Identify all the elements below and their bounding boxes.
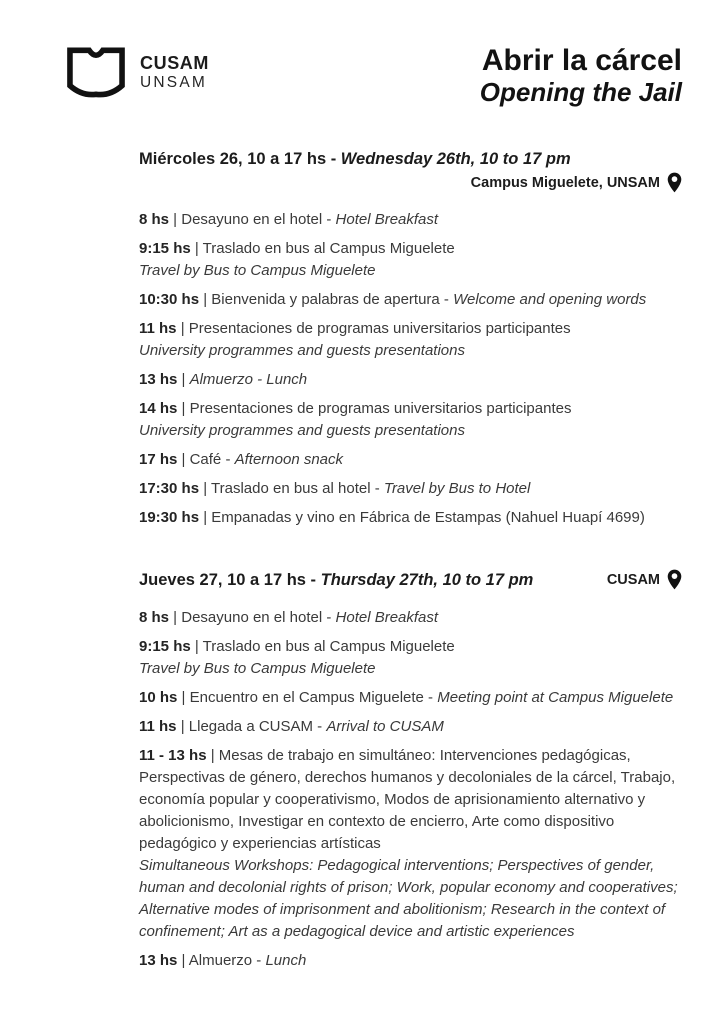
schedule-item: [139, 507, 682, 529]
item-text-english: Travel by Bus to Hotel: [383, 480, 531, 497]
schedule-item-line: [139, 318, 682, 340]
schedule-item-line: [139, 607, 682, 629]
item-time: 11 hs: [139, 320, 177, 337]
schedule-item-line: [139, 658, 682, 680]
item-time: 10 hs: [139, 689, 178, 706]
schedule-item-line: [139, 238, 682, 260]
item-text-spanish: | Bienvenida y palabras de apertura -: [199, 291, 454, 308]
item-text-spanish: | Presentaciones de programas universitarios participantes: [177, 400, 572, 417]
open-book-icon: [65, 44, 127, 100]
cusam-logo: [65, 44, 209, 100]
schedule-item: [139, 478, 682, 500]
item-text-spanish: | Traslado en bus al hotel -: [199, 480, 384, 497]
item-time: 11 - 13 hs: [139, 747, 207, 764]
item-time: 9:15 hs: [139, 638, 191, 655]
day-section-wednesday-26: [139, 149, 682, 529]
schedule-item-line: [139, 478, 682, 500]
item-text-english: Afternoon snack: [234, 451, 344, 468]
item-time: 11 hs: [139, 718, 177, 735]
day-heading: [139, 149, 682, 169]
location-text: Campus Miguelete, UNSAM: [470, 174, 660, 191]
logo-org-name: CUSAM: [140, 52, 209, 73]
item-time: 10:30 hs: [139, 291, 200, 308]
item-time: 9:15 hs: [139, 240, 191, 257]
schedule-item-line: [139, 950, 682, 972]
item-time: 13 hs: [139, 371, 178, 388]
map-pin-icon: [667, 569, 682, 590]
schedule-item: [139, 398, 682, 442]
location-label: [471, 172, 682, 193]
item-time: 13 hs: [139, 952, 178, 969]
schedule-item: [139, 238, 682, 282]
day-items: [139, 607, 682, 972]
item-text-spanish: | Traslado en bus al Campus Miguelete: [190, 638, 455, 655]
schedule-item-line: [139, 209, 682, 231]
schedule-item-line: [139, 449, 682, 471]
page-title: Abrir la cárcel: [481, 44, 682, 77]
schedule-item-line: [139, 340, 682, 362]
schedule-item-line: [139, 420, 682, 442]
item-time: 17 hs: [139, 451, 178, 468]
schedule-item: [139, 950, 682, 972]
item-text-english: Lunch: [265, 952, 307, 969]
item-text-spanish: | Desayuno en el hotel -: [169, 609, 336, 626]
item-text-english: Travel by Bus to Campus Miguelete: [139, 262, 376, 279]
schedule-item: [139, 687, 682, 709]
schedule-item: [139, 369, 682, 391]
item-text-spanish: | Traslado en bus al Campus Miguelete: [190, 240, 455, 257]
day-items: [139, 209, 682, 529]
logo-text: [140, 53, 209, 92]
item-text-english: Welcome and opening words: [453, 291, 647, 308]
item-text-spanish: |: [177, 371, 190, 388]
schedule-item: [139, 607, 682, 629]
schedule-item: [139, 636, 682, 680]
location-label: [607, 569, 682, 590]
item-time: 8 hs: [139, 609, 170, 626]
item-text-english: Hotel Breakfast: [335, 211, 439, 228]
item-time: 17:30 hs: [139, 480, 200, 497]
day-section-thursday-27: [139, 569, 682, 972]
day-heading-english: Thursday 27th, 10 to 17 pm: [320, 570, 534, 589]
item-text-english: Hotel Breakfast: [335, 609, 439, 626]
schedule-item: [139, 745, 682, 943]
logo-university-name: UNSAM: [140, 73, 207, 91]
title-block: [480, 44, 682, 107]
schedule-item-line: [139, 716, 682, 738]
day-heading-spanish: Jueves 27, 10 a 17 hs -: [139, 570, 321, 589]
day-heading-english: Wednesday 26th, 10 to 17 pm: [340, 150, 571, 168]
schedule-item-line: [139, 369, 682, 391]
item-text-english: University programmes and guests presentations: [139, 422, 465, 439]
schedule-item: [139, 449, 682, 471]
item-text-english: Meeting point at Campus Miguelete: [437, 689, 674, 706]
schedule-item-line: [139, 687, 682, 709]
page-subtitle: Opening the Jail: [479, 77, 682, 107]
schedule-content: [0, 107, 724, 972]
item-text-spanish: | Café -: [177, 451, 235, 468]
day-heading: [139, 570, 533, 590]
schedule-item-line: [139, 260, 682, 282]
schedule-item: [139, 716, 682, 738]
item-text-english: University programmes and guests presentations: [139, 342, 465, 359]
item-time: 8 hs: [139, 211, 170, 228]
item-text-spanish: | Presentaciones de programas universitarios participantes: [176, 320, 571, 337]
item-text-english: Travel by Bus to Campus Miguelete: [139, 660, 376, 677]
item-text-spanish: | Desayuno en el hotel -: [169, 211, 336, 228]
schedule-item-line: [139, 855, 682, 943]
item-text-spanish: | Empanadas y vino en Fábrica de Estampas (Nahuel Huapí 4699): [199, 509, 645, 526]
schedule-item: [139, 318, 682, 362]
item-time: 19:30 hs: [139, 509, 200, 526]
schedule-item-line: [139, 636, 682, 658]
item-text-spanish: | Mesas de trabajo en simultáneo: Intervenciones pedagógicas, Perspectivas de género, derechos humanos y decoloniales de la cárcel, Trabajo, economía popular y cooperativismo, Modos de aprisionamiento alternativo y abolicionismo, Investigar en contexto de encierro, Arte como dispositivo pedagógico y experiencias artísticas: [139, 747, 676, 852]
item-time: 14 hs: [139, 400, 178, 417]
schedule-item-line: [139, 289, 682, 311]
item-text-spanish: | Almuerzo -: [177, 952, 266, 969]
location-row: [139, 172, 682, 193]
item-text-english: Almuerzo - Lunch: [189, 371, 308, 388]
schedule-item-line: [139, 507, 682, 529]
location-text: CUSAM: [606, 571, 660, 588]
map-pin-icon: [667, 172, 682, 193]
item-text-english: Arrival to CUSAM: [326, 718, 444, 735]
day-header-row: [139, 569, 682, 590]
item-text-english: Simultaneous Workshops: Pedagogical interventions; Perspectives of gender, human and decolonial rights of prison; Work, popular economy and cooperatives; Alternative modes of imprisonment and abolitionism; Research in the context of confinement; Art as a pedagogical device and artistic experiences: [139, 857, 678, 940]
schedule-item-line: [139, 745, 682, 855]
schedule-item: [139, 209, 682, 231]
page-header: [0, 0, 724, 107]
day-heading-spanish: Miércoles 26, 10 a 17 hs -: [139, 150, 341, 168]
item-text-spanish: | Llegada a CUSAM -: [176, 718, 327, 735]
schedule-item-line: [139, 398, 682, 420]
item-text-spanish: | Encuentro en el Campus Miguelete -: [177, 689, 438, 706]
schedule-item: [139, 289, 682, 311]
